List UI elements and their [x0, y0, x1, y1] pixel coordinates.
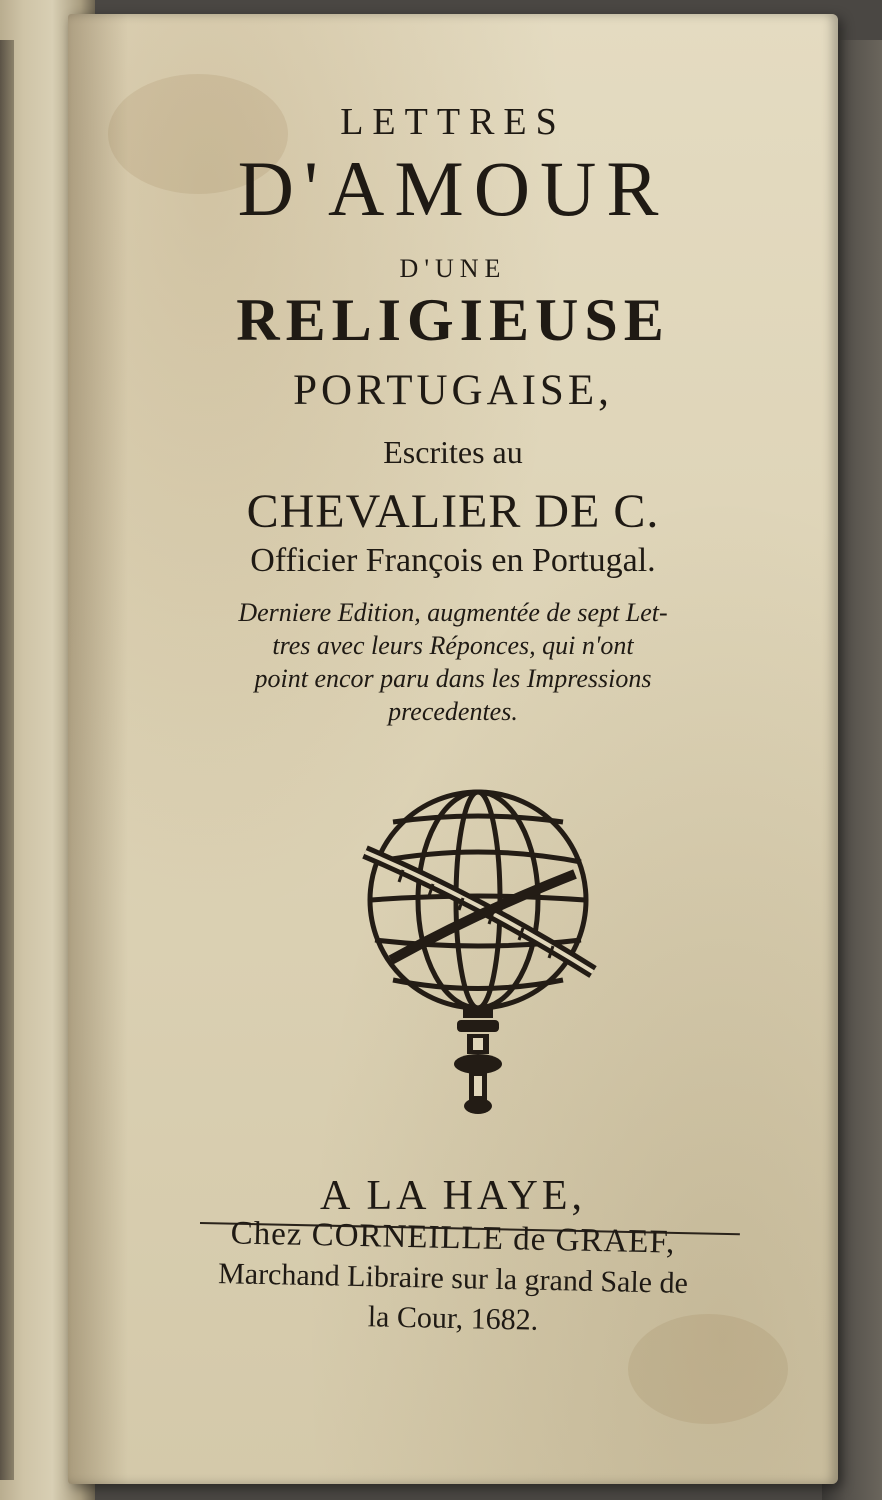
armillary-sphere-ornament — [343, 782, 613, 1122]
title-line-chevalier: CHEVALIER DE C. — [246, 485, 660, 538]
title-line-lettres: LETTRES — [340, 101, 566, 143]
title-line-dune: D'UNE — [399, 254, 507, 283]
edition-statement — [128, 596, 778, 728]
imprint-line: Chez CORNEILLE de GRAEF, — [230, 1215, 676, 1261]
title-line-religieuse: RELIGIEUSE — [236, 287, 670, 353]
title-line-damour: D'AMOUR — [237, 145, 669, 232]
title-line-escrites: Escrites au — [383, 434, 523, 470]
title-line-portugaise: PORTUGAISE, — [293, 367, 613, 414]
edition-line: Derniere Edition, augmentée de sept Let- — [238, 598, 668, 627]
edition-line: tres avec leurs Réponces, qui n'ont — [272, 631, 634, 660]
imprint-line: Marchand Libraire sur la grand Sale de — [217, 1257, 689, 1300]
book-spine-edge — [0, 40, 14, 1480]
armillary-sphere-icon — [343, 782, 613, 1122]
title-page — [68, 14, 838, 1484]
imprint-place: A LA HAYE, — [320, 1173, 586, 1219]
title-line-officier: Officier François en Portugal. — [250, 542, 656, 579]
edition-line: precedentes. — [388, 697, 518, 726]
imprint-line: la Cour, 1682. — [367, 1300, 539, 1337]
edition-line: point encor paru dans les Impressions — [254, 664, 652, 693]
